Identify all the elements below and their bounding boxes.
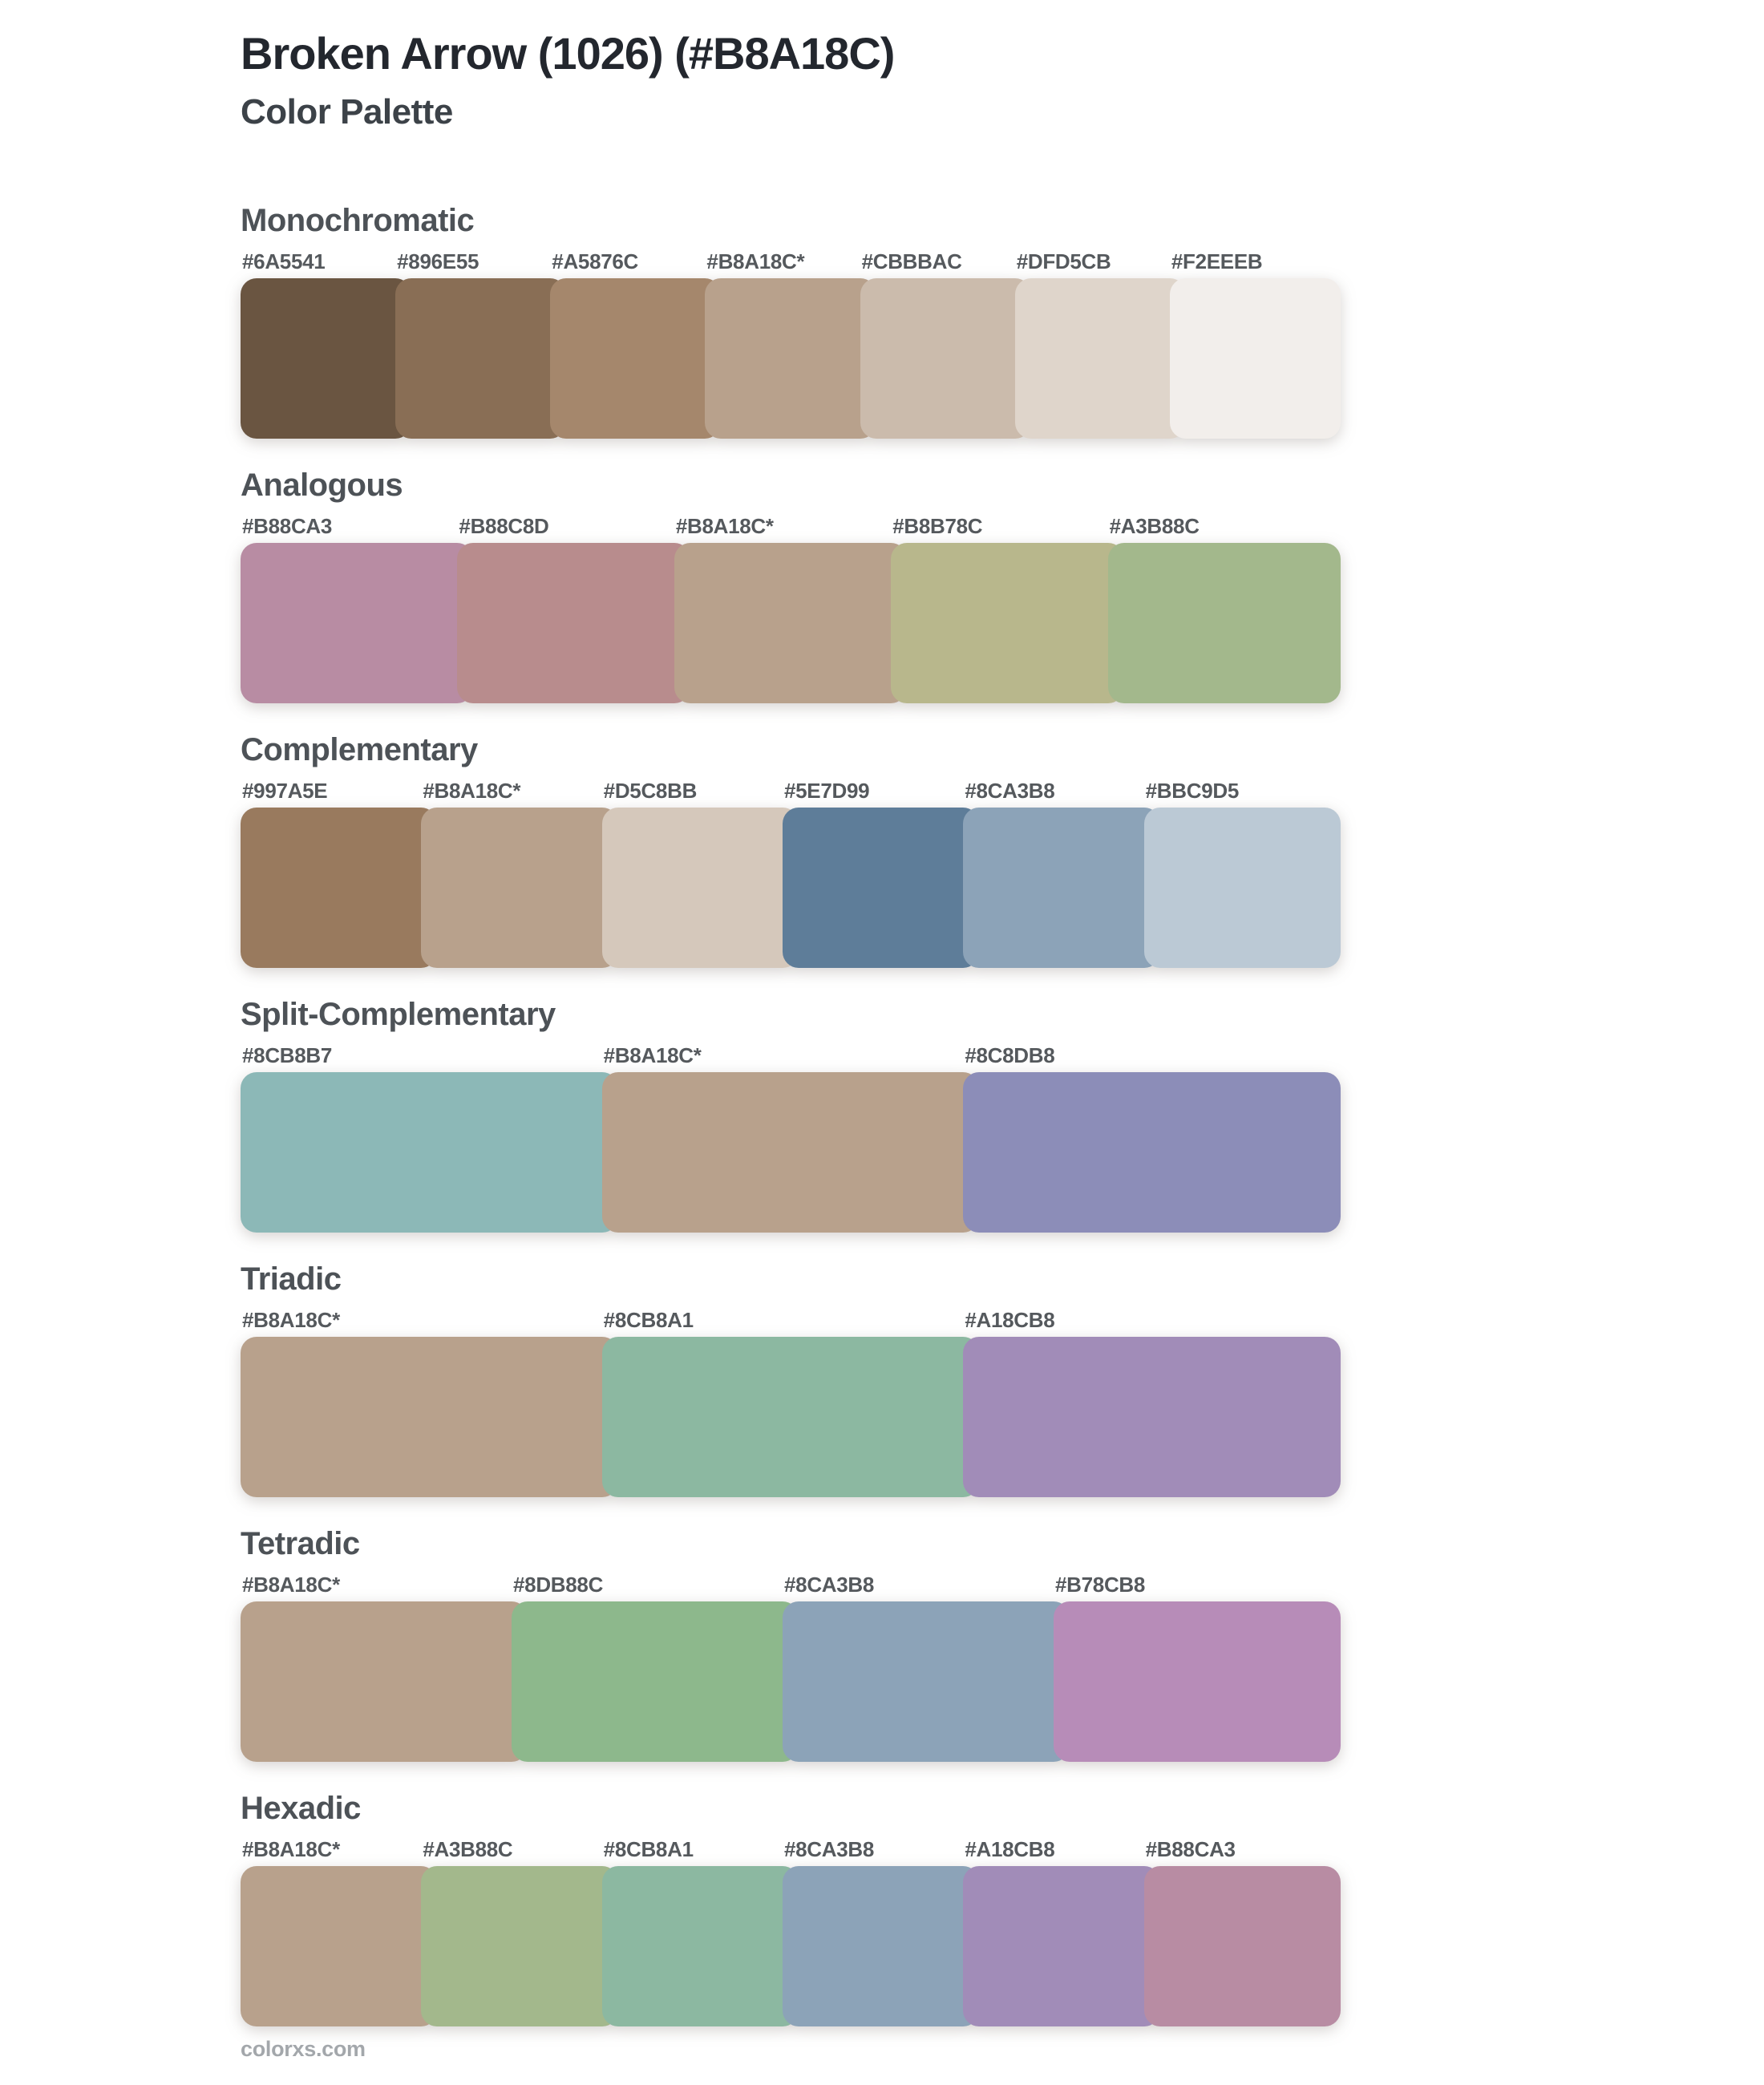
section-title: Monochromatic [241,202,475,238]
hex-label: #B8A18C* [242,1836,340,1861]
hex-label: #A18CB8 [965,1836,1055,1861]
swatch-row [241,1337,1341,1497]
section-title: Complementary [241,731,478,767]
hex-label: #B88CA3 [1145,1836,1236,1861]
color-swatch[interactable] [963,1337,1341,1497]
hex-label: #B8A18C* [706,249,805,273]
color-swatch[interactable] [1170,278,1341,439]
hex-label: #D5C8BB [603,778,698,803]
palette-section-monochromatic [241,204,1341,439]
hex-label: #8CA3B8 [784,1572,875,1597]
color-swatch[interactable] [783,1601,1070,1762]
hex-label: #B8A18C* [242,1572,340,1597]
swatch-row [241,543,1341,703]
hex-label: #5E7D99 [783,778,870,803]
color-swatch[interactable] [1108,543,1341,703]
section-title: Hexadic [241,1790,361,1826]
hex-label: #B8B78C [892,513,983,538]
hex-label: #A18CB8 [965,1307,1055,1332]
swatch-row [241,1072,1341,1233]
hex-label: #F2EEEB [1171,249,1263,273]
color-swatch[interactable] [512,1601,799,1762]
footer-link[interactable]: colorxs.com [241,2037,366,2061]
hex-label: #B88CA3 [242,513,333,538]
hex-label: #B78CB8 [1055,1572,1146,1597]
palette-section-analogous [241,469,1341,703]
color-swatch[interactable] [963,808,1159,968]
color-swatch[interactable] [241,1072,618,1233]
color-swatch[interactable] [421,1866,617,2026]
color-swatch[interactable] [705,278,876,439]
color-swatch[interactable] [457,543,690,703]
palette-section-hexadic [241,1792,1341,2026]
hex-label: #DFD5CB [1016,249,1111,273]
swatch-row [241,808,1341,968]
color-swatch[interactable] [963,1866,1159,2026]
swatch-row [241,1866,1341,2026]
section-title: Split-Complementary [241,996,556,1032]
hex-label: #8CB8A1 [603,1307,694,1332]
section-title: Analogous [241,467,403,503]
hex-label: #8CA3B8 [783,1836,875,1861]
hex-label: #BBC9D5 [1145,778,1240,803]
hex-label: #8CB8B7 [242,1042,333,1067]
hex-label: #B8A18C* [423,778,521,803]
color-swatch[interactable] [241,1866,437,2026]
palette-section-split-complementary [241,998,1341,1233]
hex-labels-row [241,779,1341,803]
page-content [241,30,1341,2057]
color-swatch[interactable] [241,808,437,968]
hex-label: #B88C8D [459,513,549,538]
swatch-row [241,278,1341,439]
color-swatch[interactable] [241,1337,618,1497]
section-title: Triadic [241,1261,342,1297]
palette-section-complementary [241,731,1341,968]
section-title: Tetradic [241,1525,360,1561]
palette-section-tetradic [241,1525,1341,1762]
hex-label: #997A5E [242,778,328,803]
color-swatch[interactable] [1015,278,1186,439]
hex-label: #6A5541 [242,249,326,273]
palette-sections [241,204,1341,2026]
color-swatch[interactable] [602,1337,980,1497]
color-swatch[interactable] [421,808,617,968]
hex-label: #CBBBAC [861,249,962,273]
page-title: Broken Arrow (1026) (#B8A18C) [241,28,895,79]
color-swatch[interactable] [674,543,907,703]
hex-label: #896E55 [397,249,479,273]
hex-labels-row [241,1573,1341,1597]
hex-labels-row [241,1837,1341,1861]
color-swatch[interactable] [891,543,1123,703]
hex-label: #B8A18C* [603,1042,702,1067]
hex-labels-row [241,1043,1341,1067]
color-swatch[interactable] [602,1072,980,1233]
color-swatch[interactable] [241,278,411,439]
color-swatch[interactable] [963,1072,1341,1233]
color-swatch[interactable] [602,1866,799,2026]
color-swatch[interactable] [783,1866,979,2026]
hex-label: #A5876C [552,249,639,273]
hex-label: #8CB8A1 [603,1836,694,1861]
color-swatch[interactable] [602,808,799,968]
color-swatch[interactable] [241,1601,528,1762]
hex-label: #A3B88C [1109,513,1200,538]
color-swatch[interactable] [1054,1601,1341,1762]
color-swatch[interactable] [1144,808,1341,968]
palette-section-triadic [241,1263,1341,1497]
hex-labels-row [241,514,1341,538]
color-swatch[interactable] [783,808,979,968]
swatch-row [241,1601,1341,1762]
hex-label: #A3B88C [423,1836,513,1861]
hex-labels-row [241,249,1341,273]
hex-label: #8CA3B8 [965,778,1055,803]
hex-label: #B8A18C* [675,513,774,538]
color-swatch[interactable] [550,278,721,439]
color-swatch[interactable] [1144,1866,1341,2026]
hex-label: #8C8DB8 [965,1042,1055,1067]
color-swatch[interactable] [241,543,473,703]
hex-label: #8DB88C [513,1572,604,1597]
hex-label: #B8A18C* [242,1307,340,1332]
color-swatch[interactable] [395,278,566,439]
hex-labels-row [241,1308,1341,1332]
color-swatch[interactable] [860,278,1031,439]
page-subtitle: Color Palette [241,91,453,132]
